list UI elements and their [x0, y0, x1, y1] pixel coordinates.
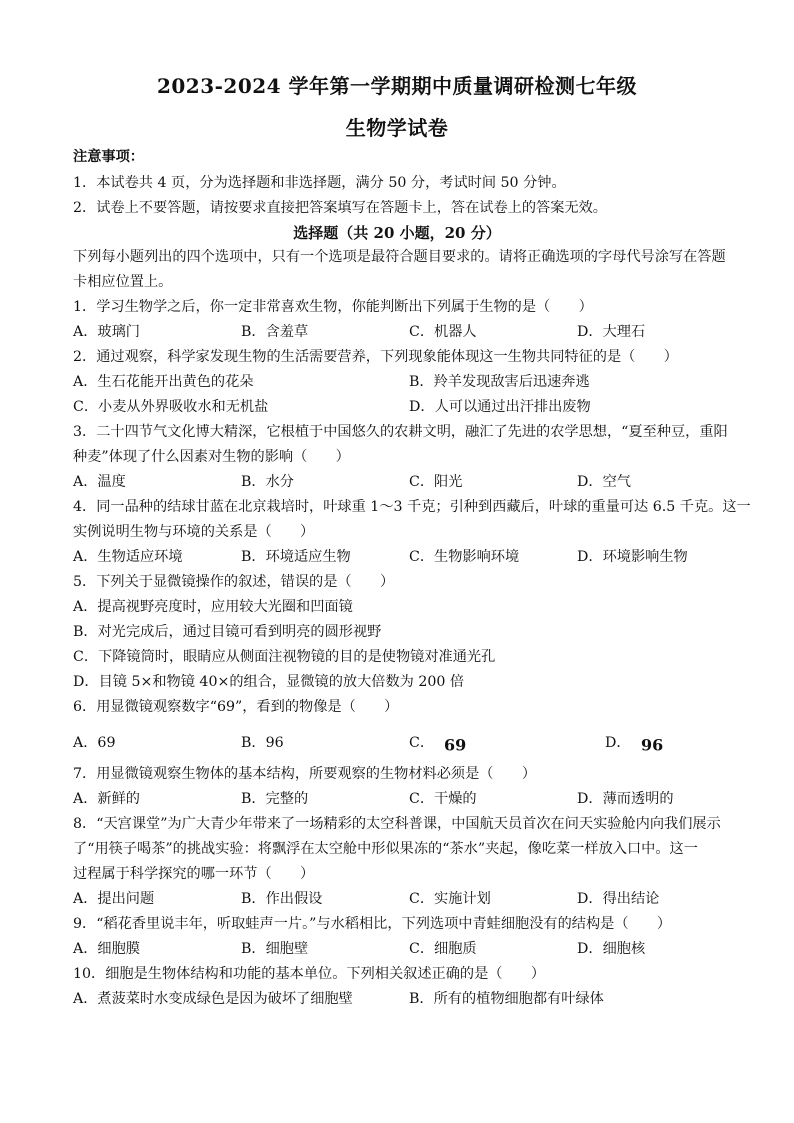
option-b: B．完整的 [241, 791, 309, 807]
option-c: C．机器人 [409, 324, 477, 340]
option-b: B．所有的植物细胞都有叶绿体 [409, 991, 604, 1007]
option-a: A．提出问题 [73, 891, 155, 907]
option-d: D．得出结论 [577, 891, 660, 907]
option-a: A．玻璃门 [73, 324, 140, 340]
option-b: B．作出假设 [241, 891, 323, 907]
option-row [73, 373, 763, 393]
option-d [605, 734, 663, 753]
exam-title: 2023-2024 学年第一学期期中质量调研检测七年级 [156, 74, 638, 98]
question-stem: 8．“天宫课堂”为广大青少年带来了一场精彩的太空科普课，中国航天员首次在问天实验舱内向我们展示 [73, 816, 721, 832]
option-a: A．细胞膜 [73, 941, 140, 957]
option-d: D．薄而透明的 [577, 791, 674, 807]
option-a: A．69 [73, 735, 116, 751]
option-b: B．对光完成后，通过目镜可看到明亮的圆形视野 [73, 624, 382, 640]
option-b: B．环境适应生物 [241, 549, 351, 565]
option-row [73, 734, 763, 754]
option-b: B．96 [241, 735, 284, 751]
option-c: C．生物影响环境 [409, 549, 520, 565]
question-stem: 9．“稻花香里说丰年，听取蛙声一片。”与水稻相比，下列选项中青蛙细胞没有的结构是（ ） [73, 916, 672, 932]
option-row [73, 548, 763, 568]
option-row [73, 323, 763, 343]
question-stem: 3．二十四节气文化博大精深，它根植于中国悠久的农耕文明，融汇了先进的农学思想，“夏至种豆，重阳 [73, 424, 728, 440]
option-d: D．目镜 5×和物镜 40×的组合，显微镜的放大倍数为 200 倍 [73, 674, 465, 690]
option-d: D．大理石 [577, 324, 646, 340]
option-row [73, 398, 763, 418]
section-heading: 选择题（共 20 小题，20 分） [293, 224, 501, 242]
option-c: C．干燥的 [409, 791, 477, 807]
question-stem: 4．同一品种的结球甘蓝在北京栽培时，叶球重 1～3 千克；引种到西藏后，叶球的重量可达 6.5 千克。这一 [73, 499, 751, 515]
question-stem: 2．通过观察，科学家发现生物的生活需要营养，下列现象能体现这一生物共同特征的是（ ） [73, 349, 678, 365]
option-a: A．温度 [73, 474, 126, 490]
rotated-digits: 96 [640, 735, 663, 754]
option-row [73, 990, 763, 1010]
option-a: A．新鲜的 [73, 791, 140, 807]
question-stem: 10．细胞是生物体结构和功能的基本单位。下列相关叙述正确的是（ ） [73, 966, 546, 982]
option-a: A．生物适应环境 [73, 549, 183, 565]
option-a: A．生石花能开出黄色的花朵 [73, 374, 254, 390]
question-stem: 5．下列关于显微镜操作的叙述，错误的是（ ） [73, 574, 395, 590]
notice-item: 1．本试卷共 4 页，分为选择题和非选择题，满分 50 分，考试时间 50 分钟。 [73, 175, 566, 191]
option-c: C．实施计划 [409, 891, 491, 907]
option-c-label: C． [409, 735, 435, 751]
option-d: D．环境影响生物 [577, 549, 688, 565]
question-stem: 1．学习生物学之后，你一定非常喜欢生物，你能判断出下列属于生物的是（ ） [73, 299, 593, 315]
exam-subtitle: 生物学试卷 [345, 116, 449, 140]
option-b: B．含羞草 [241, 324, 309, 340]
question-stem: 了“用筷子喝茶”的挑战实验：将飘浮在太空舱中形似果冻的“茶水”夹起，像吃菜一样放入口中。这一 [73, 841, 698, 857]
question-stem: 7．用显微镜观察生物体的基本结构，所要观察的生物材料必须是（ ） [73, 766, 537, 782]
question-stem: 种麦”体现了什么因素对生物的影响（ ） [73, 449, 350, 465]
section-intro: 下列每小题列出的四个选项中，只有一个选项是最符合题目要求的。请将正确选项的字母代号涂写在答题 [73, 249, 726, 265]
option-c: C．小麦从外界吸收水和无机盐 [73, 399, 269, 415]
option-d-label: D． [605, 735, 631, 751]
option-b: B．羚羊发现敌害后迅速奔逃 [409, 374, 590, 390]
option-row [73, 940, 763, 960]
option-b: B．细胞壁 [241, 941, 309, 957]
option-c: C．阳光 [409, 474, 463, 490]
section-intro: 卡相应位置上。 [73, 274, 173, 290]
question-stem: 6．用显微镜观察数字“69”，看到的物像是（ ） [73, 699, 399, 715]
option-d: D．细胞核 [577, 941, 646, 957]
option-b: B．水分 [241, 474, 294, 490]
option-c [409, 734, 466, 753]
notice-heading: 注意事项： [73, 149, 144, 165]
notice-item: 2．试卷上不要答题，请按要求直接把答案填写在答题卡上，答在试卷上的答案无效。 [73, 200, 607, 216]
question-stem: 实例说明生物与环境的关系是（ ） [73, 524, 315, 540]
option-row [73, 473, 763, 493]
option-c: C．下降镜筒时，眼睛应从侧面注视物镜的目的是使物镜对准通光孔 [73, 649, 496, 665]
option-d: D．人可以通过出汗排出废物 [409, 399, 591, 415]
option-c: C．细胞质 [409, 941, 477, 957]
option-row [73, 890, 763, 910]
option-a: A．提高视野亮度时，应用较大光圈和凹面镜 [73, 599, 353, 615]
option-d: D．空气 [577, 474, 631, 490]
rotated-digits: 69 [444, 735, 467, 754]
question-stem: 过程属于科学探究的哪一环节（ ） [73, 866, 315, 882]
option-row [73, 790, 763, 810]
option-a: A．煮菠菜时水变成绿色是因为破坏了细胞壁 [73, 991, 353, 1007]
